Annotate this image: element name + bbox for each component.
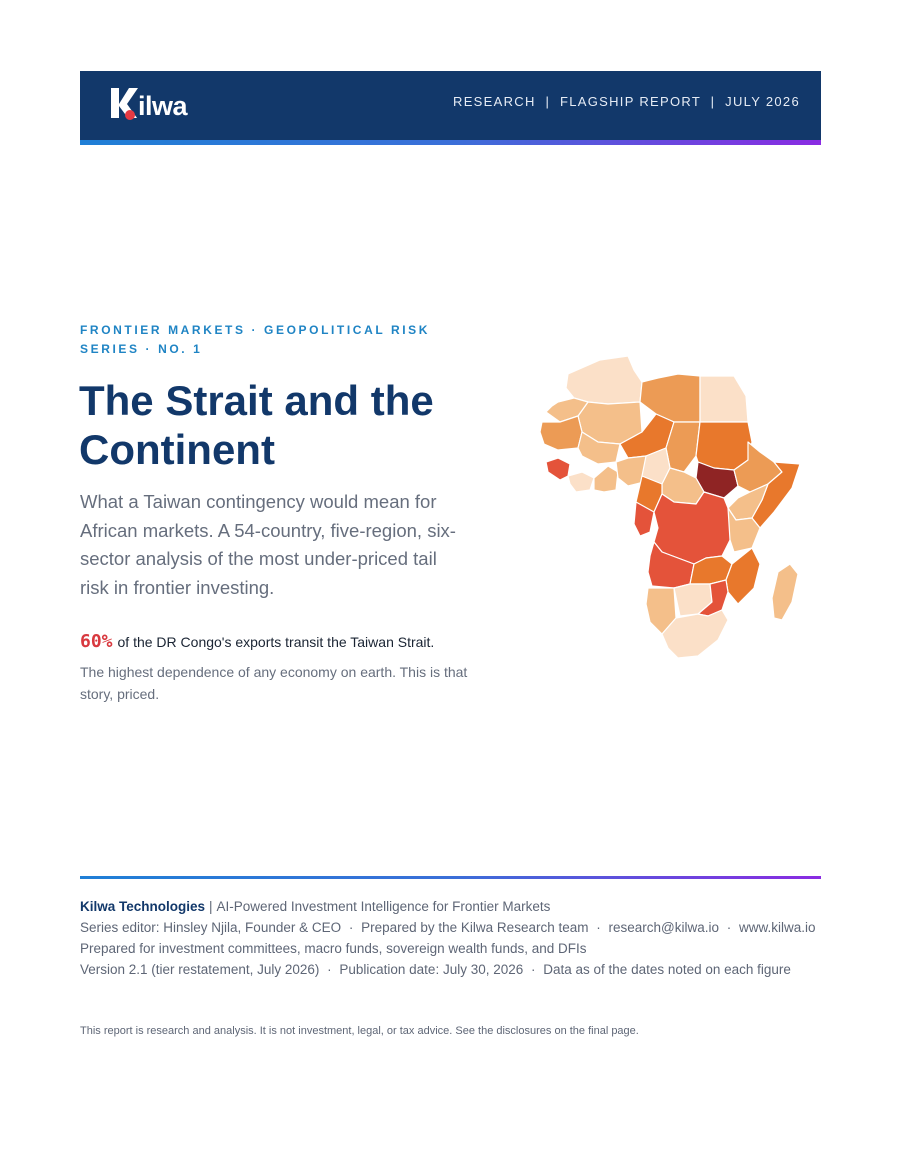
footer-line-3: Prepared for investment committees, macro funds, sovereign wealth funds, and DFIs bbox=[80, 941, 587, 956]
page-title: The Strait and the Continent bbox=[79, 377, 434, 473]
logo-wordmark: ilwa bbox=[138, 91, 188, 121]
prepared-by: Prepared by the Kilwa Research team bbox=[361, 920, 589, 935]
company-tagline: AI-Powered Investment Intelligence for Frontier Markets bbox=[216, 899, 551, 914]
company-name: Kilwa Technologies bbox=[80, 899, 206, 914]
version-info: Version 2.1 (tier restatement, July 2026) bbox=[80, 962, 320, 977]
stat-text: of the DR Congo's exports transit the Taiwan Strait. bbox=[117, 634, 435, 650]
footer-line-1: Kilwa Technologies | AI-Powered Investment Intelligence for Frontier Markets bbox=[80, 899, 551, 914]
africa-choropleth-map-icon bbox=[538, 352, 804, 662]
footer-line-4: Version 2.1 (tier restatement, July 2026) · Publication date: July 30, 2026 · Data as of the dates noted on each figure bbox=[80, 962, 791, 977]
header-meta: RESEARCH | FLAGSHIP REPORT | JULY 2026 bbox=[453, 94, 800, 109]
kilwa-logo[interactable] bbox=[107, 80, 207, 130]
publication-date: Publication date: July 30, 2026 bbox=[339, 962, 524, 977]
footer-info bbox=[80, 896, 821, 980]
series-kicker: FRONTIER MARKETS · GEOPOLITICAL RISK SERIES · NO. 1 bbox=[80, 323, 431, 356]
stat-note: The highest dependence of any economy on earth. This is that story, priced. bbox=[80, 664, 468, 702]
contact-email[interactable]: research@kilwa.io bbox=[608, 920, 719, 935]
footer-line-2: Series editor: Hinsley Njila, Founder & CEO · Prepared by the Kilwa Research team · research@kilwa.io · www.kilwa.io bbox=[80, 920, 816, 935]
report-header bbox=[80, 71, 821, 140]
footer-accent-bar bbox=[80, 876, 821, 879]
data-note: Data as of the dates noted on each figure bbox=[543, 962, 791, 977]
series-editor: Series editor: Hinsley Njila, Founder & CEO bbox=[80, 920, 342, 935]
website-link[interactable]: www.kilwa.io bbox=[738, 920, 816, 935]
page-subtitle: What a Taiwan contingency would mean for African markets. A 54-country, five-region, six-sector analysis of the most under-priced tail risk in frontier investing. bbox=[80, 491, 456, 598]
headline-stat bbox=[80, 631, 500, 652]
stat-value: 60% bbox=[80, 631, 113, 652]
header-accent-bar bbox=[80, 140, 821, 145]
disclaimer: This report is research and analysis. It is not investment, legal, or tax advice. See the disclosures on the final page. bbox=[80, 1025, 639, 1037]
